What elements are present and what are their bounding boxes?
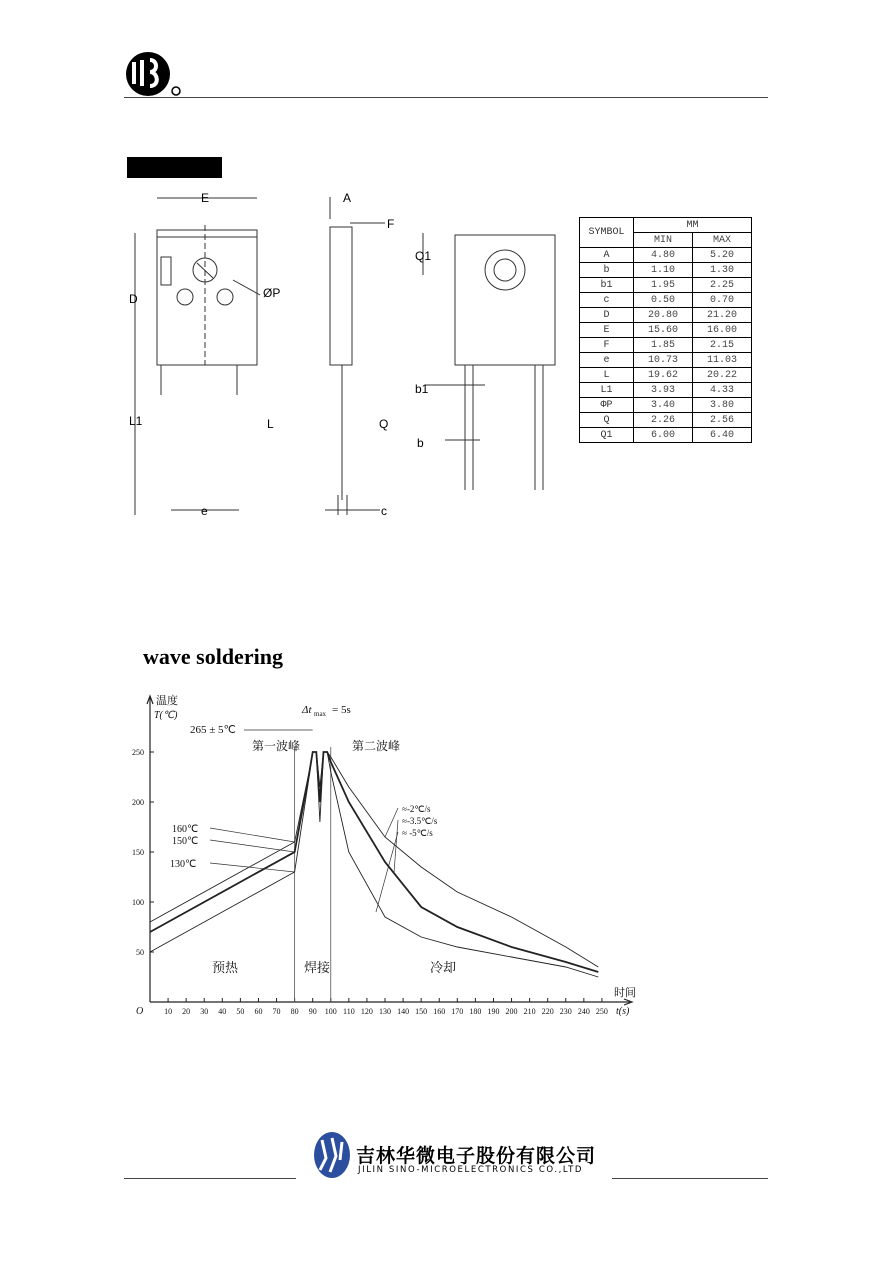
min-header: MIN bbox=[634, 233, 693, 248]
annotation-zone_weld: 焊接 bbox=[304, 960, 331, 975]
footer-rule-left bbox=[124, 1178, 296, 1179]
annotation-rate2: ≈-3.5℃/s bbox=[402, 816, 438, 826]
dim-row bbox=[580, 353, 752, 368]
x-tick-label: 250 bbox=[595, 1007, 608, 1016]
dim-cell-max: 0.70 bbox=[693, 293, 752, 308]
dim-row bbox=[580, 263, 752, 278]
x-tick-label: 210 bbox=[523, 1007, 536, 1016]
dim-cell-min: 20.80 bbox=[634, 308, 693, 323]
label-OP: ØP bbox=[263, 286, 281, 300]
header-rule bbox=[124, 97, 768, 98]
leader-line bbox=[210, 863, 295, 872]
label-b1: b1 bbox=[415, 382, 429, 396]
y-tick-label: 50 bbox=[136, 948, 144, 957]
x-label: t(s) bbox=[616, 1006, 630, 1017]
dimension-table bbox=[579, 217, 752, 443]
dim-cell-max: 2.56 bbox=[693, 413, 752, 428]
label-Q: Q bbox=[379, 417, 389, 431]
dim-cell-sym: E bbox=[580, 323, 634, 338]
x-tick-label: 70 bbox=[272, 1007, 281, 1016]
label-E: E bbox=[201, 191, 210, 205]
annotation-t160: 160℃ bbox=[172, 824, 199, 835]
dim-cell-sym: A bbox=[580, 248, 634, 263]
dim-row bbox=[580, 248, 752, 263]
x-tick-label: 120 bbox=[360, 1007, 373, 1016]
dim-row bbox=[580, 383, 752, 398]
y-label: T(℃) bbox=[154, 710, 178, 721]
x-tick-label: 60 bbox=[254, 1007, 263, 1016]
dim-cell-sym: b1 bbox=[580, 278, 634, 293]
annotation-dt_max: Δt bbox=[302, 704, 312, 716]
dim-cell-min: 19.62 bbox=[634, 368, 693, 383]
y-tick-label: 250 bbox=[132, 748, 144, 757]
x-tick-label: 160 bbox=[433, 1007, 446, 1016]
x-tick-label: 50 bbox=[236, 1007, 245, 1016]
soldering-profile-chart bbox=[120, 690, 660, 1025]
dim-cell-min: 1.85 bbox=[634, 338, 693, 353]
x-tick-label: 40 bbox=[218, 1007, 227, 1016]
x-tick-label: 200 bbox=[505, 1007, 518, 1016]
label-b: b bbox=[417, 436, 424, 450]
dim-cell-sym: e bbox=[580, 353, 634, 368]
dim-cell-min: 1.10 bbox=[634, 263, 693, 278]
dim-cell-max: 4.33 bbox=[693, 383, 752, 398]
x-label-cn: 时间 bbox=[614, 987, 636, 999]
x-tick-label: 30 bbox=[200, 1007, 209, 1016]
dim-cell-max: 16.00 bbox=[693, 323, 752, 338]
annotation-t130: 130℃ bbox=[170, 859, 197, 870]
dim-row bbox=[580, 293, 752, 308]
company-logo-icon bbox=[310, 1130, 354, 1180]
jsm-logo-icon bbox=[124, 50, 184, 98]
dim-row bbox=[580, 428, 752, 443]
dim-row bbox=[580, 413, 752, 428]
leader-line bbox=[210, 828, 295, 842]
x-tick-label: 170 bbox=[451, 1007, 464, 1016]
dim-cell-max: 5.20 bbox=[693, 248, 752, 263]
dim-cell-min: 15.60 bbox=[634, 323, 693, 338]
dim-cell-sym: L1 bbox=[580, 383, 634, 398]
dim-cell-sym: c bbox=[580, 293, 634, 308]
package-drawing bbox=[125, 185, 575, 520]
label-L: L bbox=[267, 417, 274, 431]
unit-header: MM bbox=[634, 218, 752, 233]
dim-cell-min: 6.00 bbox=[634, 428, 693, 443]
profile-series-1 bbox=[150, 752, 598, 967]
x-tick-label: 240 bbox=[577, 1007, 590, 1016]
x-tick-label: 90 bbox=[308, 1007, 317, 1016]
dim-row bbox=[580, 308, 752, 323]
dim-row bbox=[580, 398, 752, 413]
x-tick-label: 180 bbox=[469, 1007, 482, 1016]
label-F: F bbox=[387, 217, 395, 231]
annotation-dt_max_val: = 5s bbox=[332, 704, 351, 716]
dim-cell-sym: b bbox=[580, 263, 634, 278]
dim-cell-max: 3.80 bbox=[693, 398, 752, 413]
x-tick-label: 140 bbox=[397, 1007, 410, 1016]
company-name-en: JILIN SINO-MICROELECTRONICS CO.,LTD bbox=[358, 1165, 584, 1175]
footer-rule-right bbox=[612, 1178, 768, 1179]
y-tick-label: 200 bbox=[132, 798, 144, 807]
y-tick-label: 150 bbox=[132, 848, 144, 857]
dim-cell-sym: Q1 bbox=[580, 428, 634, 443]
dim-cell-min: 4.80 bbox=[634, 248, 693, 263]
annotation-t150: 150℃ bbox=[172, 836, 199, 847]
x-tick-label: 80 bbox=[290, 1007, 299, 1016]
company-name-cn: 吉林华微电子股份有限公司 bbox=[356, 1145, 597, 1167]
wave-soldering-title: wave soldering bbox=[143, 644, 283, 669]
dim-cell-sym: Q bbox=[580, 413, 634, 428]
dim-cell-sym: D bbox=[580, 308, 634, 323]
dim-cell-min: 0.50 bbox=[634, 293, 693, 308]
dim-cell-sym: F bbox=[580, 338, 634, 353]
leader-line bbox=[376, 832, 398, 912]
dim-row bbox=[580, 323, 752, 338]
x-tick-label: 150 bbox=[415, 1007, 428, 1016]
dim-row bbox=[580, 338, 752, 353]
annotation-zone_preheat: 预热 bbox=[212, 960, 239, 975]
dim-cell-max: 1.30 bbox=[693, 263, 752, 278]
x-tick-label: 110 bbox=[342, 1007, 355, 1016]
label-c: c bbox=[381, 504, 387, 518]
label-Q1: Q1 bbox=[415, 249, 432, 263]
profile-series-3 bbox=[150, 752, 598, 977]
dim-cell-max: 11.03 bbox=[693, 353, 752, 368]
x-tick-label: 190 bbox=[487, 1007, 500, 1016]
dim-cell-min: 3.93 bbox=[634, 383, 693, 398]
symbol-header: SYMBOL bbox=[580, 218, 634, 248]
annotation-second_wave: 第二波峰 bbox=[352, 739, 401, 753]
label-L1: L1 bbox=[129, 414, 143, 428]
max-header: MAX bbox=[693, 233, 752, 248]
y-tick-label: 100 bbox=[132, 898, 144, 907]
leader-line bbox=[210, 840, 295, 852]
origin-label: O bbox=[136, 1006, 144, 1017]
x-tick-label: 10 bbox=[164, 1007, 173, 1016]
leader-line bbox=[385, 808, 398, 837]
x-tick-label: 20 bbox=[182, 1007, 191, 1016]
label-A: A bbox=[343, 191, 352, 205]
dim-cell-sym: ΦP bbox=[580, 398, 634, 413]
dim-cell-min: 10.73 bbox=[634, 353, 693, 368]
x-tick-label: 230 bbox=[559, 1007, 572, 1016]
annotation-dt_max_sub: max bbox=[314, 710, 327, 718]
dim-row bbox=[580, 368, 752, 383]
dim-cell-sym: L bbox=[580, 368, 634, 383]
dim-cell-max: 2.25 bbox=[693, 278, 752, 293]
annotation-peak_temp: 265 ± 5℃ bbox=[190, 724, 236, 736]
annotation-rate1: ≈-2℃/s bbox=[402, 804, 431, 814]
dim-cell-min: 3.40 bbox=[634, 398, 693, 413]
x-tick-label: 100 bbox=[324, 1007, 337, 1016]
section-title-bar bbox=[127, 157, 222, 178]
dim-cell-max: 2.15 bbox=[693, 338, 752, 353]
dim-row bbox=[580, 278, 752, 293]
dim-cell-min: 1.95 bbox=[634, 278, 693, 293]
dim-cell-max: 20.22 bbox=[693, 368, 752, 383]
dim-cell-max: 21.20 bbox=[693, 308, 752, 323]
label-D: D bbox=[129, 292, 138, 306]
dim-cell-min: 2.26 bbox=[634, 413, 693, 428]
x-tick-label: 130 bbox=[379, 1007, 391, 1016]
x-tick-label: 220 bbox=[541, 1007, 554, 1016]
annotation-rate3: ≈ -5℃/s bbox=[402, 828, 433, 838]
annotation-first_wave: 第一波峰 bbox=[252, 739, 301, 753]
y-label-cn: 温度 bbox=[156, 695, 178, 707]
annotation-zone_cool: 冷却 bbox=[430, 960, 457, 975]
dim-cell-max: 6.40 bbox=[693, 428, 752, 443]
profile-series-2 bbox=[150, 752, 598, 972]
label-e: e bbox=[201, 504, 208, 518]
